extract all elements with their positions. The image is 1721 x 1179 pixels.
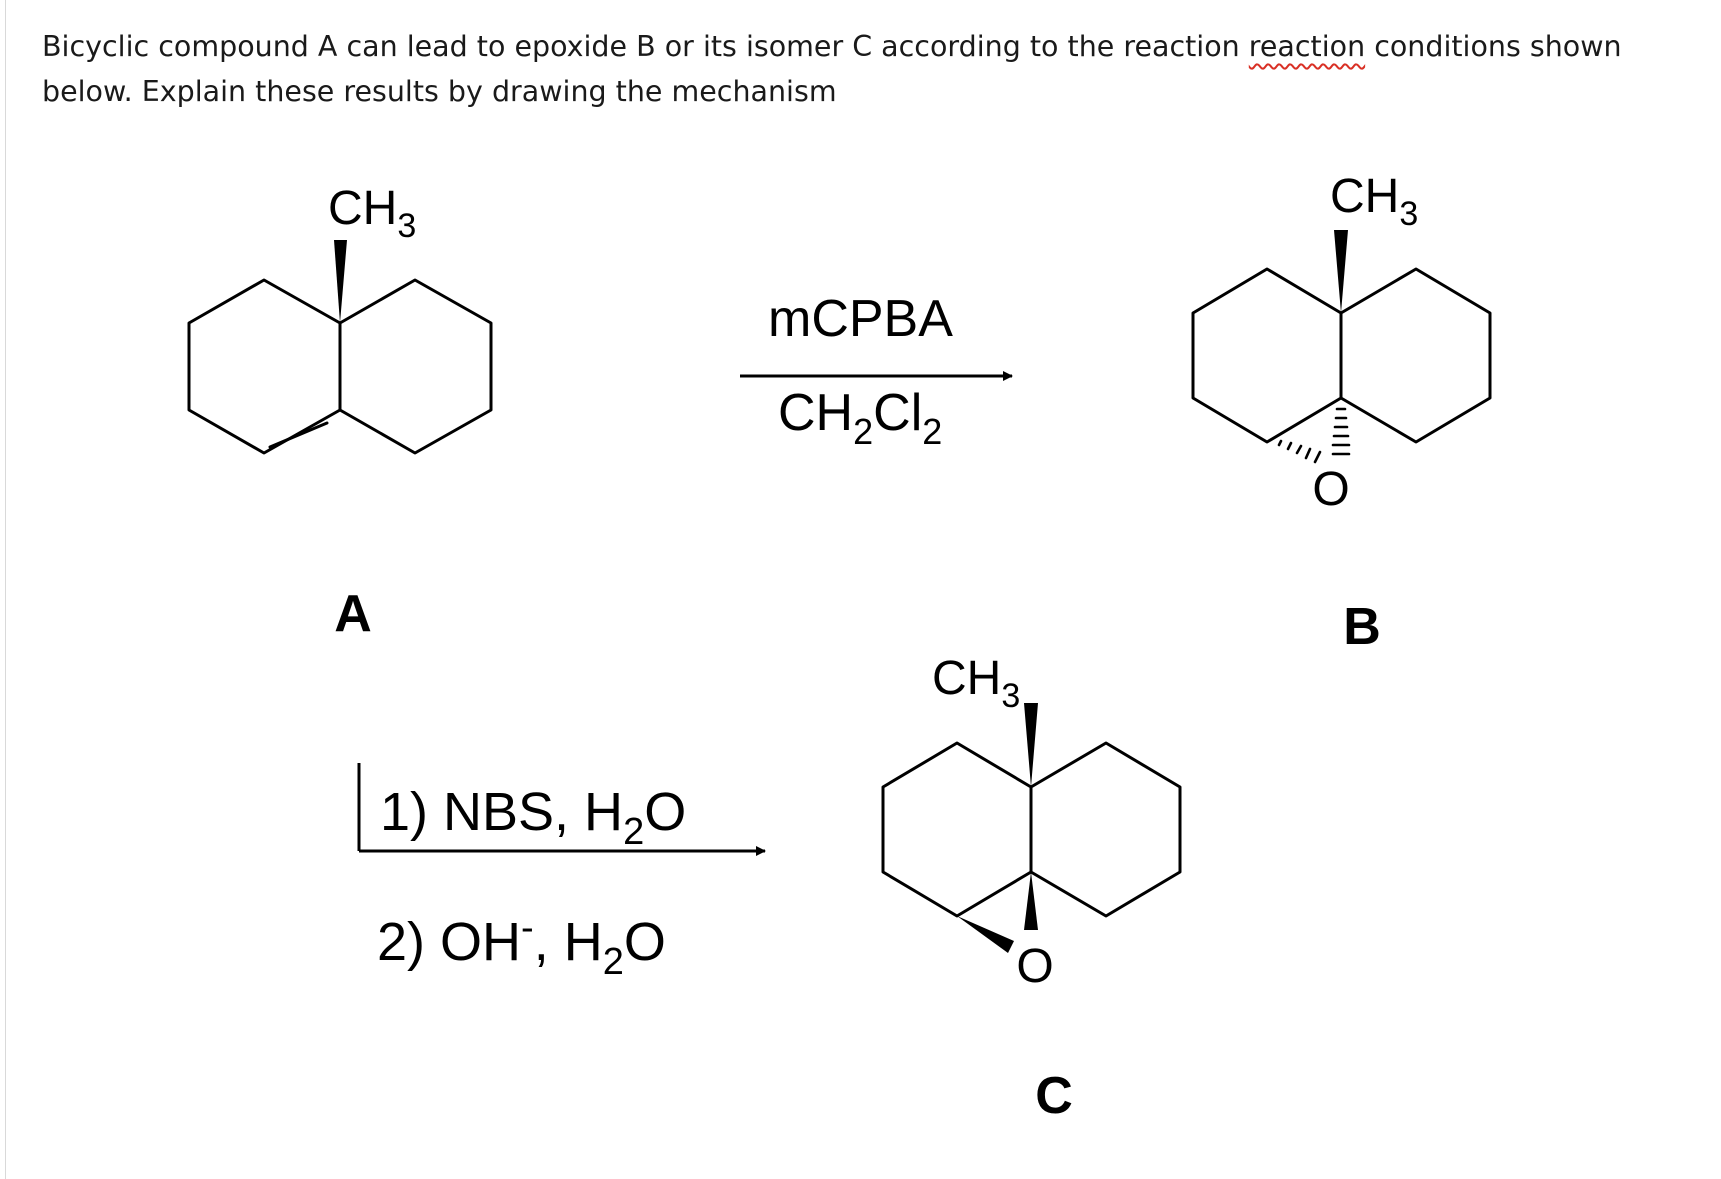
compound-a-methyl-label: $CH_3$ [328, 182, 417, 245]
compound-c-epoxide-wedge-left [957, 916, 1014, 953]
compound-c-right-ring [1031, 743, 1180, 916]
compound-c-methyl-wedge [1024, 703, 1038, 787]
compound-a-methyl-wedge [334, 240, 347, 323]
compound-b-left-ring [1193, 269, 1341, 442]
compound-a-structure [189, 240, 491, 453]
compound-b-epoxide-hashed-bonds [1279, 409, 1349, 462]
reaction-2-step-2: 2) OH-, $H_2O$ [377, 907, 666, 983]
question-line-2: below. Explain these results by drawing the mechanism [42, 75, 837, 108]
reaction-2-step-1: 1) NBS, $H_2O$ [380, 782, 687, 853]
compound-c-structure [883, 703, 1180, 953]
spellcheck-flagged-word[interactable]: reaction [1248, 30, 1366, 63]
compound-b-label: B [1343, 598, 1381, 656]
question-line-1-end: conditions shown [1365, 30, 1622, 63]
compound-c-left-ring [883, 743, 1031, 916]
compound-a-double-bond-line [270, 423, 327, 447]
reaction-1-solvent: $CH_2Cl_2$ [778, 384, 943, 452]
compound-a-label: A [334, 585, 372, 643]
compound-b-methyl-wedge [1334, 230, 1348, 313]
compound-b-epoxide-oxygen: O [1312, 463, 1350, 516]
compound-c-methyl-label: $CH_3$ [932, 652, 1021, 715]
compound-c-epoxide-wedge-right [1024, 872, 1038, 930]
compound-c-epoxide-oxygen: O [1016, 940, 1054, 993]
question-line-1-start: Bicyclic compound A can lead to epoxide B or its isomer C according to the reaction [42, 30, 1249, 63]
compound-a-right-ring [340, 280, 491, 453]
compound-b-methyl-label: $CH_3$ [1330, 170, 1419, 233]
reaction-1-reagent: mCPBA [768, 290, 953, 348]
compound-c-label: C [1035, 1067, 1073, 1125]
compound-b-right-ring [1341, 269, 1490, 442]
